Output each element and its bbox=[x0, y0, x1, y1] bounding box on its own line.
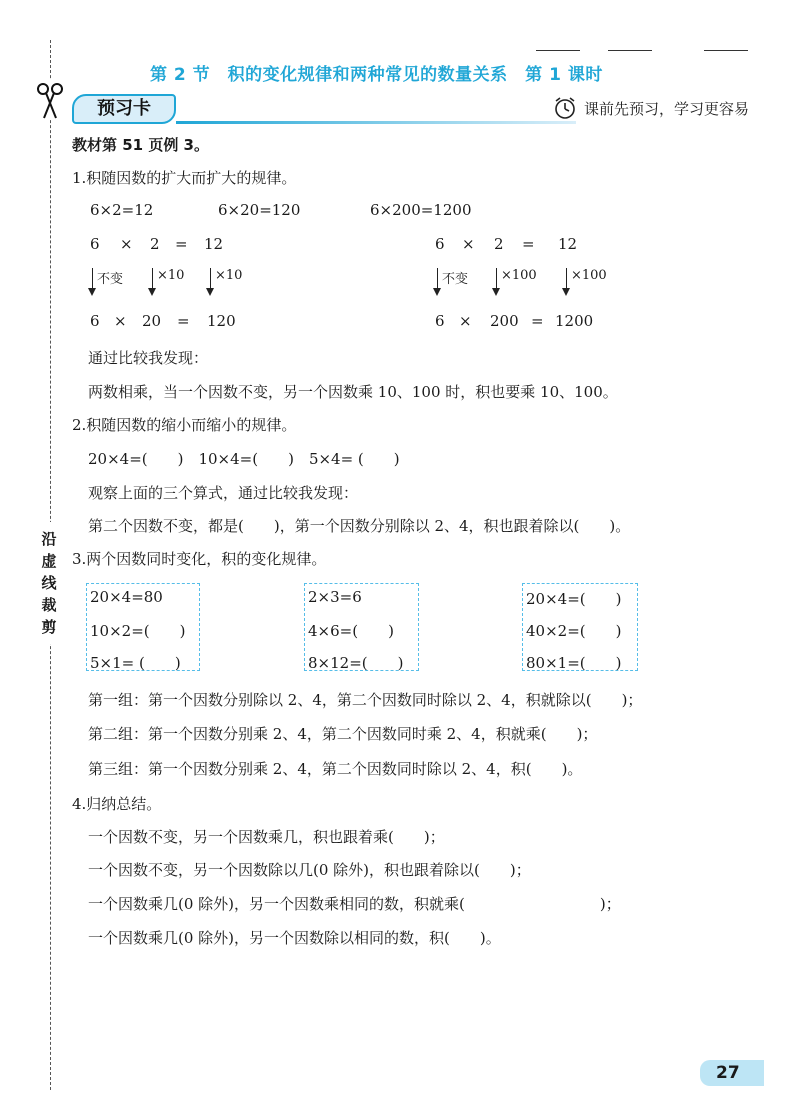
left-bottom-b: 20 bbox=[142, 312, 162, 330]
left-top-op: × bbox=[120, 235, 133, 253]
right-anno-1: 不变 bbox=[442, 272, 469, 287]
right-anno-3: ×100 bbox=[571, 268, 607, 283]
left-bottom-eq: = bbox=[177, 312, 190, 330]
down-arrow-icon bbox=[566, 268, 567, 294]
right-bottom-eq: = bbox=[531, 312, 544, 330]
s3-group-2-conclusion: 第二组：第一个因数分别乘 2、4，第二个因数同时乘 2、4，积就乘( )； bbox=[88, 725, 598, 743]
left-top-a: 6 bbox=[90, 235, 100, 253]
class-blank-line bbox=[608, 50, 652, 51]
s1-equation-1: 6×2=12 bbox=[90, 201, 154, 219]
g3-line-3: 80×1=( ) bbox=[526, 654, 622, 672]
right-top-op: × bbox=[462, 235, 475, 253]
textbook-reference: 教材第 51 页例 3。 bbox=[72, 136, 209, 154]
left-anno-3: ×10 bbox=[215, 268, 243, 283]
down-arrow-icon bbox=[496, 268, 497, 294]
down-arrow-icon bbox=[152, 268, 153, 294]
g3-line-2: 40×2=( ) bbox=[526, 622, 622, 640]
left-bottom-op: × bbox=[114, 312, 127, 330]
s4-line-4: 一个因数乘几(0 除外)，另一个因数除以相同的数，积( )。 bbox=[88, 929, 501, 947]
s2-observe: 观察上面的三个算式，通过比较我发现： bbox=[88, 484, 359, 502]
section-3-heading: 3.两个因数同时变化，积的变化规律。 bbox=[72, 550, 327, 568]
s1-conclusion: 两数相乘，当一个因数不变，另一个因数乘 10、100 时，积也要乘 10、100。 bbox=[88, 383, 618, 401]
section-4-heading: 4.归纳总结。 bbox=[72, 795, 162, 813]
g3-line-1: 20×4=( ) bbox=[526, 590, 622, 608]
right-top-b: 2 bbox=[494, 235, 504, 253]
section-2-heading: 2.积随因数的缩小而缩小的规律。 bbox=[72, 416, 297, 434]
date-blank-line bbox=[704, 50, 748, 51]
s1-equation-2: 6×20=120 bbox=[218, 201, 301, 219]
right-top-a: 6 bbox=[435, 235, 445, 253]
s2-equations: 20×4=( ) 10×4=( ) 5×4= ( ) bbox=[88, 450, 400, 468]
g1-line-2: 10×2=( ) bbox=[90, 622, 186, 640]
page-number: 27 bbox=[716, 1063, 740, 1083]
s4-line-2: 一个因数不变，另一个因数除以几(0 除外)，积也跟着除以( )； bbox=[88, 861, 531, 879]
name-blank-line bbox=[536, 50, 580, 51]
s3-group-3-conclusion: 第三组：第一个因数分别乘 2、4，第二个因数同时除以 2、4，积( )。 bbox=[88, 760, 583, 778]
preview-tip: 课前先预习，学习更容易 bbox=[584, 100, 750, 118]
right-top-product: 12 bbox=[558, 235, 578, 253]
s1-equation-3: 6×200=1200 bbox=[370, 201, 472, 219]
right-top-eq: = bbox=[522, 235, 535, 253]
right-bottom-a: 6 bbox=[435, 312, 445, 330]
right-bottom-op: × bbox=[459, 312, 472, 330]
lesson-title: 第 2 节 积的变化规律和两种常见的数量关系 第 1 课时 bbox=[150, 65, 603, 85]
s4-line-1: 一个因数不变，另一个因数乘几，积也跟着乘( )； bbox=[88, 828, 445, 846]
left-top-eq: = bbox=[175, 235, 188, 253]
left-bottom-a: 6 bbox=[90, 312, 100, 330]
header-band bbox=[176, 121, 576, 124]
right-anno-2: ×100 bbox=[501, 268, 537, 283]
g1-line-3: 5×1= ( ) bbox=[90, 654, 181, 672]
g1-line-1: 20×4=80 bbox=[90, 588, 163, 606]
right-bottom-product: 1200 bbox=[555, 312, 594, 330]
scissors-icon bbox=[36, 80, 64, 120]
s4-line-3: 一个因数乘几(0 除外)，另一个因数乘相同的数，积就乘( )； bbox=[88, 895, 621, 913]
card-label: 预习卡 bbox=[72, 94, 176, 124]
down-arrow-icon bbox=[210, 268, 211, 294]
right-bottom-b: 200 bbox=[490, 312, 519, 330]
left-anno-2: ×10 bbox=[157, 268, 185, 283]
left-bottom-product: 120 bbox=[207, 312, 236, 330]
s3-group-1-conclusion: 第一组：第一个因数分别除以 2、4，第二个因数同时除以 2、4，积就除以( )； bbox=[88, 691, 643, 709]
left-top-b: 2 bbox=[150, 235, 160, 253]
cut-label: 沿 虚 线 裁 剪 bbox=[38, 522, 60, 644]
g2-line-3: 8×12=( ) bbox=[308, 654, 404, 672]
s2-fill-blank: 第二个因数不变，都是( )，第一个因数分别除以 2、4，积也跟着除以( )。 bbox=[88, 517, 631, 535]
g2-line-1: 2×3=6 bbox=[308, 588, 362, 606]
left-top-product: 12 bbox=[204, 235, 224, 253]
down-arrow-icon bbox=[437, 268, 438, 294]
s1-find-prompt: 通过比较我发现： bbox=[88, 349, 209, 367]
alarm-clock-icon bbox=[552, 95, 578, 121]
down-arrow-icon bbox=[92, 268, 93, 294]
g2-line-2: 4×6=( ) bbox=[308, 622, 394, 640]
left-anno-1: 不变 bbox=[97, 272, 124, 287]
section-1-heading: 1.积随因数的扩大而扩大的规律。 bbox=[72, 169, 297, 187]
